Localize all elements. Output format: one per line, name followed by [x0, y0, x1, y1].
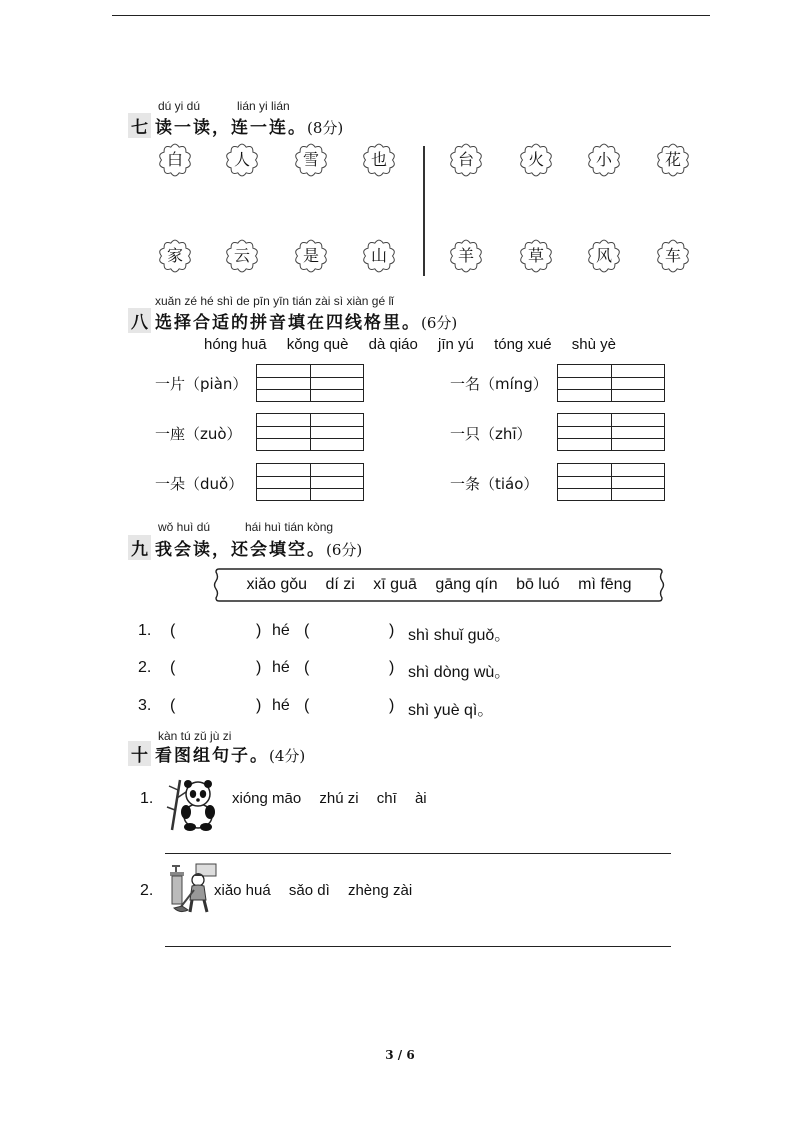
character-circle[interactable] [362, 143, 396, 177]
character-circle[interactable] [519, 239, 553, 273]
row-number: 3. [138, 697, 152, 714]
q9-word: dí zi [325, 576, 355, 593]
character-circle[interactable] [519, 143, 553, 177]
q9-word: gāng qín [435, 576, 498, 593]
close-paren: ) [256, 622, 262, 639]
q7-title-text: 读一读，连一连。 [155, 118, 307, 138]
close-paren: ) [256, 659, 262, 676]
row-number: 2. [138, 659, 152, 676]
blank-slot[interactable] [316, 697, 388, 717]
q8-measure: 一条（tiáo） [450, 475, 539, 493]
blank-slot[interactable] [182, 622, 254, 642]
character-circle[interactable] [225, 143, 259, 177]
answer-line-2[interactable] [165, 946, 671, 947]
q8-title-text: 选择合适的拼音填在四线格里。 [155, 313, 421, 333]
character: 是 [302, 246, 319, 265]
q10-title-text: 看图组句子。 [155, 746, 269, 766]
q8-title [128, 308, 457, 333]
four-line-grid[interactable] [256, 413, 364, 451]
character: 台 [457, 150, 474, 169]
open-paren: ( [170, 697, 176, 714]
character: 白 [166, 150, 183, 169]
character: 车 [664, 246, 681, 265]
q8-measure: 一朵（duǒ） [155, 475, 244, 493]
row-tail: shì dòng wù。 [408, 664, 511, 681]
q10-word: xióng māo [232, 790, 302, 807]
q7-divider [423, 146, 425, 276]
q8-measure: 一座（zuò） [155, 425, 242, 443]
page-number: 3 / 6 [385, 1048, 415, 1062]
blank-slot[interactable] [182, 697, 254, 717]
q7-pinyin-b: lián yi lián [237, 99, 290, 113]
q7-number: 七 [128, 113, 151, 138]
blank-slot[interactable] [182, 659, 254, 679]
row-tail: shì shuǐ guǒ。 [408, 627, 511, 644]
q9-word: xī guā [373, 576, 417, 593]
four-line-grid[interactable] [256, 364, 364, 402]
character-circle[interactable] [656, 239, 690, 273]
character-circle[interactable] [225, 239, 259, 273]
q9-word: xiǎo gǒu [246, 576, 308, 593]
q9-word: bō luó [516, 576, 560, 593]
character: 火 [527, 150, 544, 169]
q9-title-text: 我会读，还会填空。 [155, 540, 326, 560]
q8-option: shù yè [571, 336, 616, 353]
character-circle[interactable] [449, 239, 483, 273]
q7-title [128, 113, 343, 138]
q10-word: chī [376, 790, 397, 807]
q10-word: sǎo dì [288, 882, 330, 899]
character-circle[interactable] [587, 239, 621, 273]
character: 雪 [302, 150, 319, 169]
q9-number: 九 [128, 535, 151, 560]
q10-word: zhú zi [319, 790, 359, 807]
q10-item2-number: 2. [140, 882, 154, 899]
character: 也 [370, 150, 387, 169]
row-number: 1. [138, 622, 152, 639]
close-paren: ) [389, 659, 395, 676]
open-paren: ( [170, 622, 176, 639]
character: 草 [527, 246, 544, 265]
four-line-grid[interactable] [557, 364, 665, 402]
character: 山 [370, 246, 387, 265]
blank-slot[interactable] [316, 622, 388, 642]
q8-score: (6分) [421, 314, 458, 332]
q8-measure: 一片（piàn） [155, 375, 248, 393]
character: 小 [595, 150, 612, 169]
q8-option: tóng xué [494, 336, 552, 353]
character-circle[interactable] [587, 143, 621, 177]
character: 花 [664, 150, 681, 169]
top-rule [112, 15, 710, 16]
character: 羊 [457, 246, 474, 265]
open-paren: ( [304, 659, 310, 676]
q10-item1-words [232, 790, 441, 807]
q8-measure: 一名（míng） [450, 375, 548, 393]
character: 人 [233, 150, 250, 169]
q10-number: 十 [128, 741, 151, 766]
q10-item2-words [214, 882, 426, 899]
q9-title [128, 535, 362, 560]
q10-word: xiǎo huá [214, 882, 271, 899]
q9-score: (6分) [326, 541, 363, 559]
row-tail: shì yuè qì。 [408, 702, 494, 719]
close-paren: ) [389, 622, 395, 639]
four-line-grid[interactable] [256, 463, 364, 501]
character-circle[interactable] [158, 143, 192, 177]
q10-pinyin: kàn tú zǔ jù zi [158, 729, 232, 743]
q8-option: hóng huā [204, 336, 267, 353]
q9-pinyin-a: wǒ huì dú [158, 520, 211, 534]
character-circle[interactable] [158, 239, 192, 273]
close-paren: ) [389, 697, 395, 714]
q8-pinyin: xuǎn zé hé shì de pīn yīn tián zài sì xiàn gé lǐ [155, 294, 394, 308]
character: 家 [166, 246, 183, 265]
connector-he: hé [272, 659, 290, 676]
q9-pinyin-b: hái huì tián kòng [245, 520, 334, 534]
character-circle[interactable] [656, 143, 690, 177]
character-circle[interactable] [294, 143, 328, 177]
blank-slot[interactable] [316, 659, 388, 679]
boy-sweeping-illustration [162, 862, 218, 918]
q8-options [204, 336, 632, 353]
q8-option: dà qiáo [368, 336, 418, 353]
character: 风 [595, 246, 612, 265]
answer-line-1[interactable] [165, 853, 671, 854]
q10-score: (4分) [269, 747, 306, 765]
character-circle[interactable] [449, 143, 483, 177]
close-paren: ) [256, 697, 262, 714]
q8-option: jīn yú [438, 336, 474, 353]
open-paren: ( [170, 659, 176, 676]
q8-number: 八 [128, 308, 151, 333]
q9-word: mì fēng [578, 576, 632, 593]
character: 云 [233, 246, 250, 265]
four-line-grid[interactable] [557, 413, 665, 451]
q10-word: zhèng zài [347, 882, 413, 899]
q8-option: kǒng què [286, 336, 349, 353]
open-paren: ( [304, 697, 310, 714]
q7-pinyin-a: dú yi dú [158, 99, 201, 113]
connector-he: hé [272, 697, 290, 714]
q7-score: (8分) [307, 119, 344, 137]
open-paren: ( [304, 622, 310, 639]
character-circle[interactable] [294, 239, 328, 273]
connector-he: hé [272, 622, 290, 639]
character-circle[interactable] [362, 239, 396, 273]
q8-measure: 一只（zhī） [450, 425, 532, 443]
q9-word-bank [213, 568, 665, 602]
four-line-grid[interactable] [557, 463, 665, 501]
q10-word: ài [414, 790, 427, 807]
q10-item1-number: 1. [140, 790, 154, 807]
q10-title [128, 741, 305, 766]
panda-bamboo-illustration [166, 776, 216, 832]
